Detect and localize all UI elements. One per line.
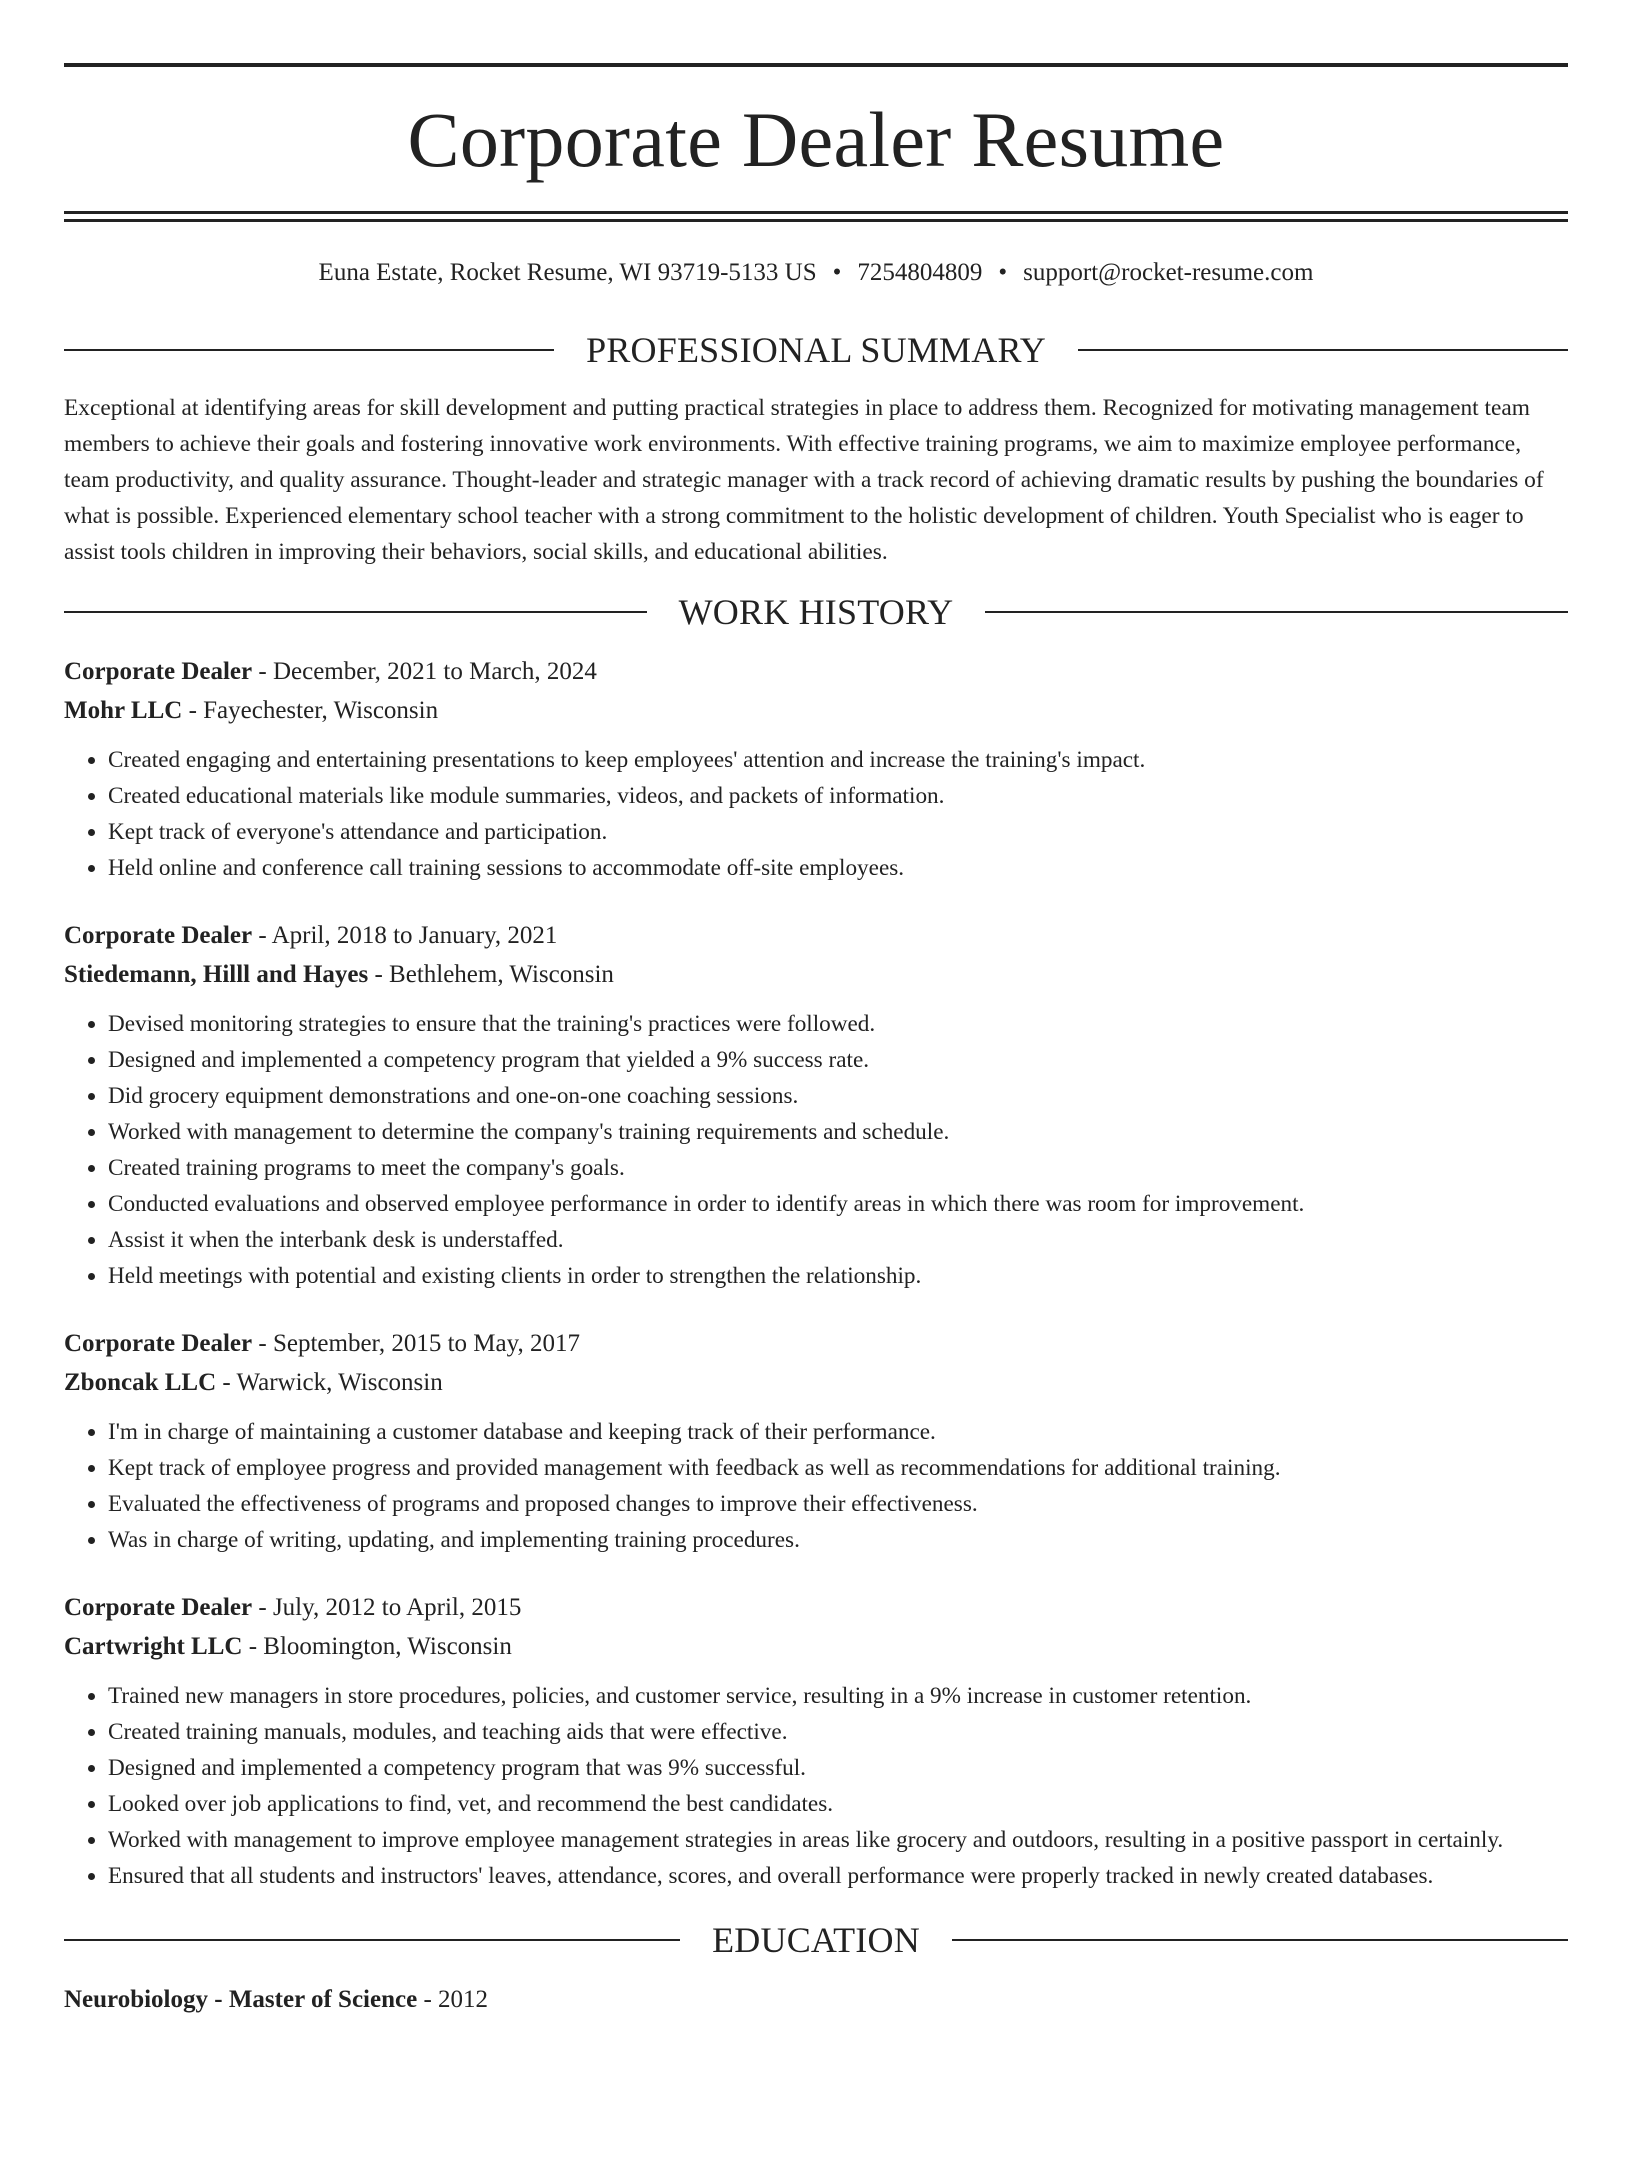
job-dates: - September, 2015 to May, 2017 bbox=[252, 1330, 581, 1357]
job-dates: - December, 2021 to March, 2024 bbox=[252, 658, 597, 685]
list-item: • Designed and implemented a competency program that yielded a 9% success rate. bbox=[108, 1042, 1568, 1078]
job-company-line bbox=[64, 1627, 1568, 1666]
job-duties-list bbox=[64, 1414, 1568, 1558]
list-item: • Ensured that all students and instructors' leaves, attendance, scores, and overall performance were properly tracked in newly created databases. bbox=[108, 1858, 1568, 1894]
section-heading-work-history bbox=[64, 594, 1568, 630]
title-double-rule bbox=[64, 211, 1568, 222]
job-entry bbox=[64, 652, 1568, 886]
heading-rule bbox=[1078, 349, 1568, 351]
list-item: • Assist it when the interbank desk is understaffed. bbox=[108, 1222, 1568, 1258]
heading-rule bbox=[64, 349, 554, 351]
list-item: • Created training programs to meet the company's goals. bbox=[108, 1150, 1568, 1186]
resume-page bbox=[0, 63, 1632, 2175]
contact-line bbox=[64, 258, 1568, 288]
heading-rule bbox=[952, 1939, 1568, 1941]
heading-rule bbox=[64, 611, 647, 613]
job-company: Cartwright LLC bbox=[64, 1633, 243, 1660]
job-dates: - April, 2018 to January, 2021 bbox=[252, 922, 558, 949]
job-location: - Bloomington, Wisconsin bbox=[242, 1633, 512, 1660]
list-item: • Conducted evaluations and observed employee performance in order to identify areas in which there was room for improvement. bbox=[108, 1186, 1568, 1222]
contact-separator: • bbox=[998, 259, 1008, 286]
list-item: • Trained new managers in store procedures, policies, and customer service, resulting in a 9% increase in customer retention. bbox=[108, 1678, 1568, 1714]
list-item: • Was in charge of writing, updating, and implementing training procedures. bbox=[108, 1522, 1568, 1558]
job-company-line bbox=[64, 1363, 1568, 1402]
education-degree: Neurobiology - Master of Science bbox=[64, 1986, 418, 2013]
job-duties-list bbox=[64, 1006, 1568, 1294]
section-title: PROFESSIONAL SUMMARY bbox=[586, 330, 1046, 370]
job-duties-list bbox=[64, 742, 1568, 886]
job-dates: - July, 2012 to April, 2015 bbox=[252, 1594, 522, 1621]
job-company-line bbox=[64, 691, 1568, 730]
list-item: • Created educational materials like module summaries, videos, and packets of information. bbox=[108, 778, 1568, 814]
list-item: • Devised monitoring strategies to ensure that the training's practices were followed. bbox=[108, 1006, 1568, 1042]
job-entry bbox=[64, 1588, 1568, 1894]
job-company: Zboncak LLC bbox=[64, 1369, 217, 1396]
resume-title: Corporate Dealer Resume bbox=[407, 96, 1225, 183]
list-item: • Held meetings with potential and existing clients in order to strengthen the relationship. bbox=[108, 1258, 1568, 1294]
list-item: • Did grocery equipment demonstrations and one-on-one coaching sessions. bbox=[108, 1078, 1568, 1114]
top-rule bbox=[64, 63, 1568, 67]
heading-rule bbox=[985, 611, 1568, 613]
contact-separator: • bbox=[832, 259, 842, 286]
job-entry bbox=[64, 916, 1568, 1294]
list-item: • Kept track of everyone's attendance and participation. bbox=[108, 814, 1568, 850]
job-entry bbox=[64, 1324, 1568, 1558]
section-title: EDUCATION bbox=[712, 1920, 920, 1960]
education-year: - 2012 bbox=[417, 1986, 489, 2013]
list-item: • Evaluated the effectiveness of programs and proposed changes to improve their effectiveness. bbox=[108, 1486, 1568, 1522]
job-title-line bbox=[64, 1324, 1568, 1363]
heading-rule bbox=[64, 1939, 680, 1941]
contact-phone: 7254804809 bbox=[857, 259, 983, 286]
job-title: Corporate Dealer bbox=[64, 658, 253, 685]
list-item: • Created engaging and entertaining presentations to keep employees' attention and increase the training's impact. bbox=[108, 742, 1568, 778]
education-entry bbox=[64, 1980, 1568, 2019]
education-list bbox=[64, 1980, 1568, 2019]
job-title-line bbox=[64, 1588, 1568, 1627]
job-title: Corporate Dealer bbox=[64, 922, 253, 949]
job-title-line bbox=[64, 916, 1568, 955]
section-title: WORK HISTORY bbox=[678, 592, 954, 632]
job-location: - Bethlehem, Wisconsin bbox=[368, 961, 614, 988]
list-item: • Held online and conference call training sessions to accommodate off-site employees. bbox=[108, 850, 1568, 886]
job-company: Stiedemann, Hilll and Hayes bbox=[64, 961, 369, 988]
job-title-line bbox=[64, 652, 1568, 691]
job-company: Mohr LLC bbox=[64, 697, 183, 724]
section-heading-summary bbox=[64, 332, 1568, 368]
list-item: • Looked over job applications to find, vet, and recommend the best candidates. bbox=[108, 1786, 1568, 1822]
list-item: • Worked with management to determine the company's training requirements and schedule. bbox=[108, 1114, 1568, 1150]
contact-email: support@rocket-resume.com bbox=[1023, 259, 1314, 286]
work-history-list bbox=[64, 652, 1568, 1894]
summary-paragraph: Exceptional at identifying areas for skill development and putting practical strategies in place to address them. Recognized for motivating management team members to achieve their goals and fostering innovative work environments. With effective training programs, we aim to maximize employee performance, team productivity, and quality assurance. Thought-leader and strategic manager with a track record of achieving dramatic results by pushing the boundaries of what is possible. Experienced elementary school teacher with a strong commitment to the holistic development of children. Youth Specialist who is eager to assist tools children in improving their behaviors, social skills, and educational abilities. bbox=[64, 395, 1544, 565]
job-title: Corporate Dealer bbox=[64, 1594, 253, 1621]
job-location: - Fayechester, Wisconsin bbox=[182, 697, 439, 724]
contact-address: Euna Estate, Rocket Resume, WI 93719-5133 US bbox=[318, 259, 817, 286]
job-title: Corporate Dealer bbox=[64, 1330, 253, 1357]
list-item: • I'm in charge of maintaining a customer database and keeping track of their performance. bbox=[108, 1414, 1568, 1450]
list-item: • Kept track of employee progress and provided management with feedback as well as recommendations for additional training. bbox=[108, 1450, 1568, 1486]
section-heading-education bbox=[64, 1922, 1568, 1958]
job-company-line bbox=[64, 955, 1568, 994]
job-duties-list bbox=[64, 1678, 1568, 1894]
list-item: • Designed and implemented a competency program that was 9% successful. bbox=[108, 1750, 1568, 1786]
list-item: • Created training manuals, modules, and teaching aids that were effective. bbox=[108, 1714, 1568, 1750]
list-item: • Worked with management to improve employee management strategies in areas like grocery and outdoors, resulting in a positive passport in certainly. bbox=[108, 1822, 1568, 1858]
job-location: - Warwick, Wisconsin bbox=[216, 1369, 443, 1396]
